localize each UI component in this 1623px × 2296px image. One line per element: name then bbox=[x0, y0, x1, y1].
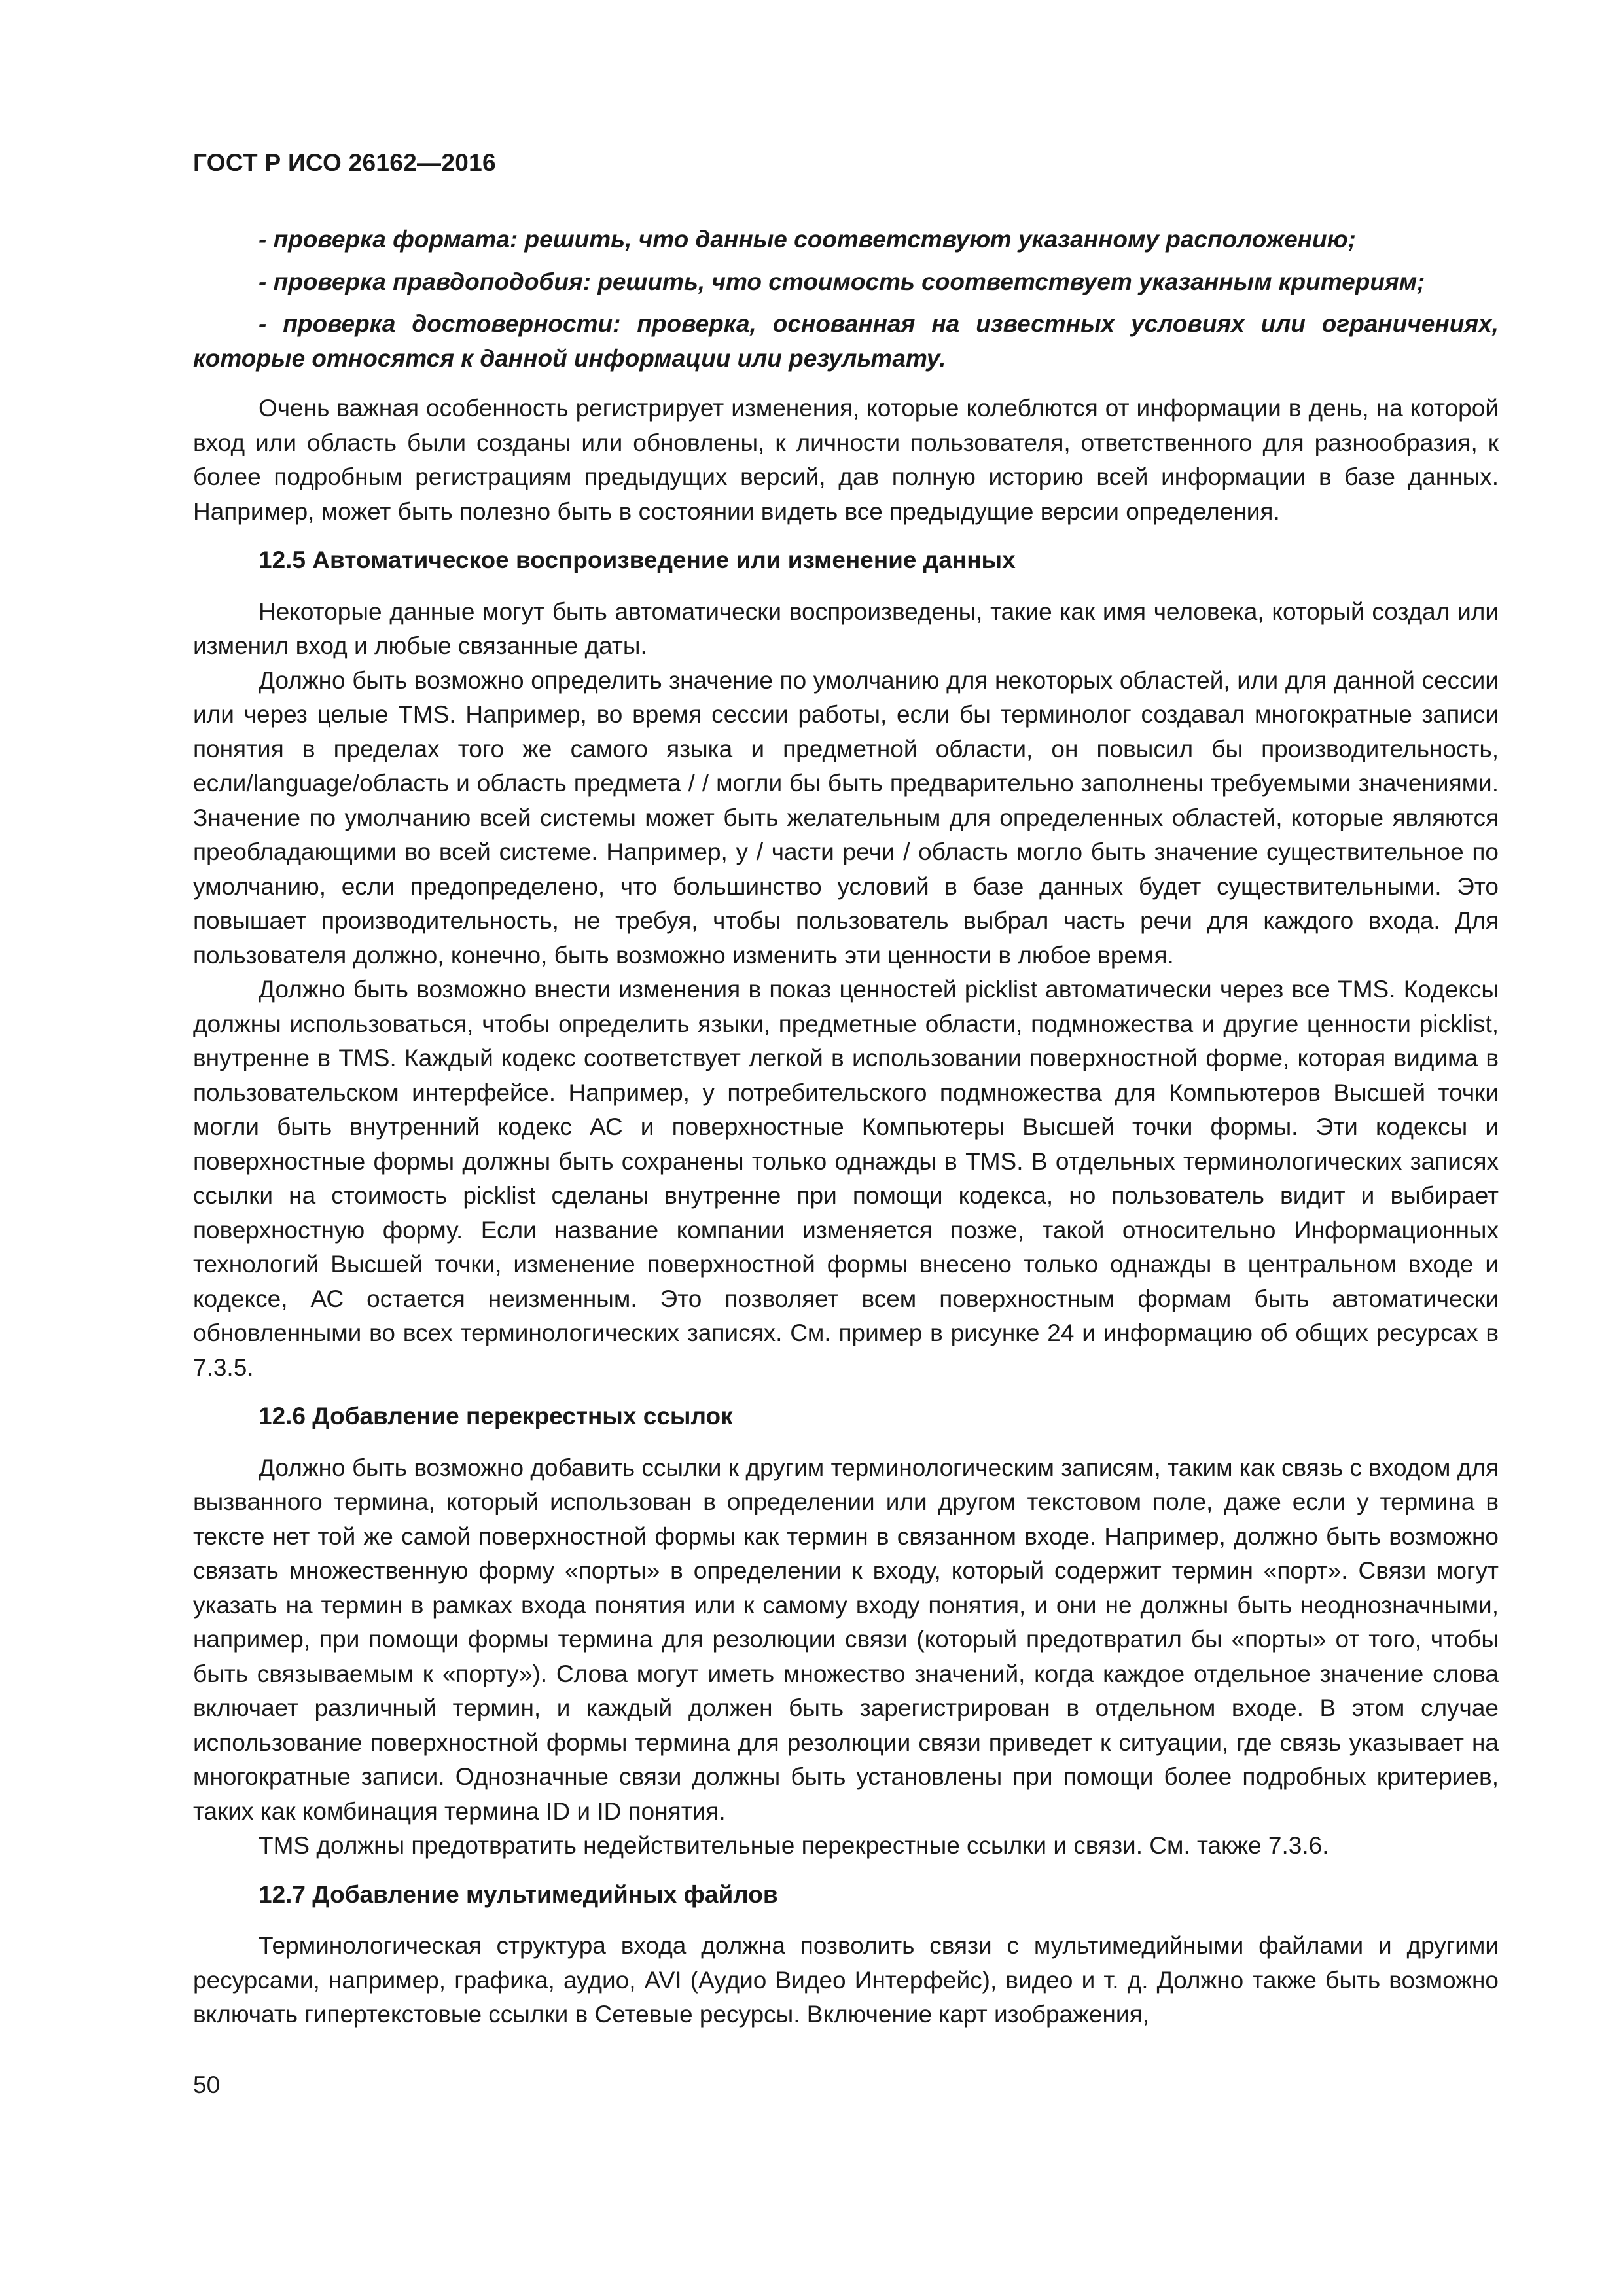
intro-block bbox=[193, 391, 1499, 529]
document-header: ГОСТ Р ИСО 26162—2016 bbox=[193, 149, 496, 176]
paragraph: Должно быть возможно добавить ссылки к другим терминологическим записям, таким как связь с входом для вызванного термина, который использован в определении или другом текстовом поле, даже если у термина в тексте нет той же самой поверхностной формы как термин в связанном входе. Например, должно быть возможно связать множественную форму «порты» в определении к входу, который содержит термин «порт». Связи могут указать на термин в рамках входа понятия или к самому входу понятия, и они не должны быть неоднозначными, например, при помощи формы термина для резолюции связи (который предотвратил бы «порты» от того, чтобы быть связываемым к «порту»). Слова могут иметь множество значений, когда каждое отдельное значение слова включает различный термин, и каждый должен быть зарегистрирован в отдельном входе. В этом случае использование поверхностной формы термина для резолюции связи приведет к ситуации, где связь указывает на многократные записи. Однозначные связи должны быть установлены при помощи более подробных критериев, таких как комбинация термина ID и ID понятия. bbox=[193, 1454, 1499, 1825]
check-list bbox=[193, 223, 1499, 376]
paragraph: Некоторые данные могут быть автоматически воспроизведены, такие как имя человека, который создал или изменил вход и любые связанные даты. bbox=[193, 598, 1499, 659]
paragraph: Терминологическая структура входа должна позволить связи с мультимедийными файлами и другими ресурсами, например, графика, аудио, AVI (Аудио Видео Интерфейс), видео и т. д. Должно также быть возможно включать гипертекстовые ссылки в Сетевые ресурсы. Включение карт изображения, bbox=[193, 1932, 1499, 2028]
intro-paragraph: Очень важная особенность регистрирует изменения, которые колеблются от информации в день, на которой вход или область были созданы или обновлены, к личности пользователя, ответственного для разнообразия, к более подробным регистрациям предыдущих версий, дав полную историю всей информации в базе данных. Например, может быть полезно быть в состоянии видеть все предыдущие версии определения. bbox=[193, 395, 1499, 525]
list-item: - проверка достоверности: проверка, основанная на известных условиях или ограничениях, которые относятся к данной информации или результату. bbox=[193, 310, 1499, 372]
list-item: - проверка формата: решить, что данные соответствуют указанному расположению; bbox=[259, 226, 1356, 253]
section-12-6 bbox=[193, 1399, 1499, 1863]
section-heading: 12.6 Добавление перекрестных ссылок bbox=[259, 1403, 733, 1429]
section-heading: 12.5 Автоматическое воспроизведение или изменение данных bbox=[259, 547, 1016, 573]
section-12-5 bbox=[193, 543, 1499, 1385]
paragraph: TMS должны предотвратить недействительные перекрестные ссылки и связи. См. также 7.3.6. bbox=[259, 1832, 1329, 1859]
page-number: 50 bbox=[193, 2072, 221, 2098]
paragraph: Должно быть возможно определить значение по умолчанию для некоторых областей, или для данной сессии или через целые TMS. Например, во время сессии работы, если бы терминолог создавал многократные записи понятия в пределах того же самого языка и предметной области, он повысил бы производительность, если/language/область и область предмета / / могли бы быть предварительно заполнены требуемыми значениями. Значение по умолчанию всей системы может быть желательным для определенных областей, которые являются преобладающими во всей системе. Например, у / части речи / область могло быть значение существительное по умолчанию, если предопределено, что большинство условий в базе данных будет существительными. Это повышает производительность, не требуя, чтобы пользователь выбрал часть речи для каждого входа. Для пользователя должно, конечно, быть возможно изменить эти ценности в любое время. bbox=[193, 666, 1499, 969]
paragraph: Должно быть возможно внести изменения в показ ценностей picklist автоматически через все TMS. Кодексы должны использоваться, чтобы определить языки, предметные области, подмножества и другие ценности picklist, внутренне в TMS. Каждый кодекс соответствует легкой в использовании поверхностной форме, которая видима в пользовательском интерфейсе. Например, у потребительского подмножества для Компьютеров Высшей точки могли быть внутренний кодекс АС и поверхностные Компьютеры Высшей точки формы. Эти кодексы и поверхностные формы должны быть сохранены только однажды в TMS. В отдельных терминологических записях ссылки на стоимость picklist сделаны внутренне при помощи кодекса, но пользователь видит и выбирает поверхностную форму. Если название компании изменяется позже, такой относительно Информационных технологий Высшей точки, изменение поверхностной формы внесено только однажды в центральном входе и кодексе, АС остается неизменным. Это позволяет всем поверхностным формам быть автоматически обновленными во всех терминологических записях. См. пример в рисунке 24 и информацию об общих ресурсах в 7.3.5. bbox=[193, 976, 1499, 1381]
list-item: - проверка правдоподобия: решить, что стоимость соответствует указанным критериям; bbox=[259, 268, 1425, 295]
section-heading: 12.7 Добавление мультимедийных файлов bbox=[259, 1880, 778, 1908]
document-body bbox=[193, 223, 1499, 2032]
section-12-7 bbox=[193, 1878, 1499, 2032]
